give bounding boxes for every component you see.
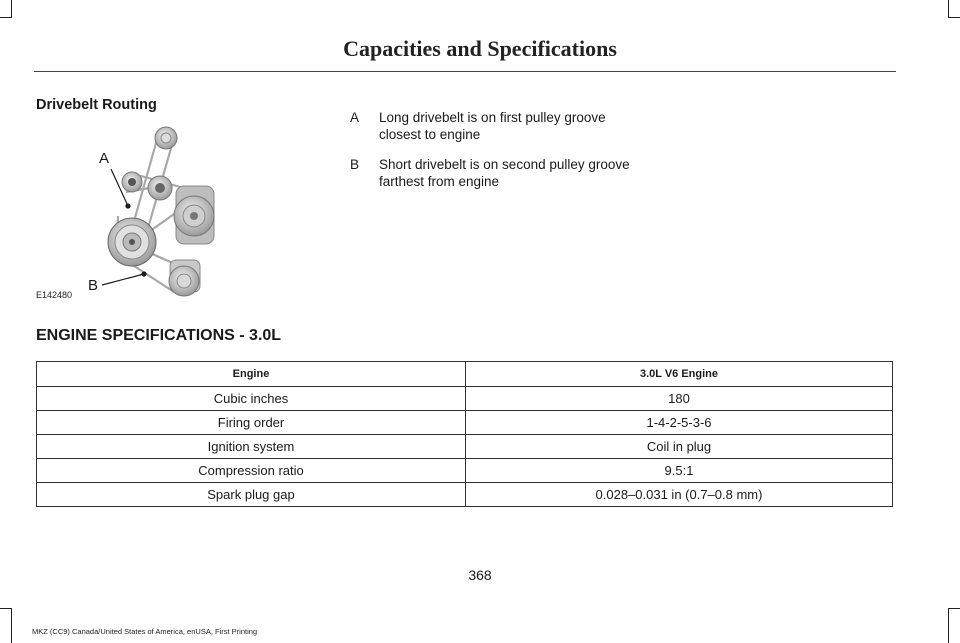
callout-a-label: A bbox=[99, 150, 110, 167]
pulley-small bbox=[148, 176, 172, 200]
callout-b-dot bbox=[141, 271, 146, 276]
spec-value: 9.5:1 bbox=[466, 459, 893, 483]
header-divider bbox=[34, 71, 896, 72]
component-right bbox=[174, 186, 214, 244]
page-number: 368 bbox=[468, 567, 492, 583]
crop-mark bbox=[0, 608, 12, 609]
spec-label: Cubic inches bbox=[37, 387, 466, 411]
column-header: 3.0L V6 Engine bbox=[466, 362, 893, 387]
pulley-bottom bbox=[169, 260, 200, 296]
spec-label: Compression ratio bbox=[37, 459, 466, 483]
crop-mark bbox=[0, 17, 12, 18]
callout-b-leader bbox=[102, 274, 144, 285]
spec-value: Coil in plug bbox=[466, 435, 893, 459]
legend-key: A bbox=[350, 110, 360, 125]
legend-item bbox=[350, 156, 630, 190]
pulley-idler bbox=[122, 172, 142, 192]
crop-mark bbox=[11, 608, 12, 643]
pulley-crankshaft bbox=[108, 218, 156, 266]
figure-id: E142480 bbox=[36, 290, 73, 300]
crop-mark bbox=[11, 0, 12, 17]
drivebelt-heading: Drivebelt Routing bbox=[36, 97, 157, 113]
legend-text: Short drivebelt is on second pulley groove farthest from engine bbox=[379, 157, 630, 189]
crop-mark bbox=[948, 608, 949, 643]
legend-item bbox=[350, 109, 630, 143]
legend-text: Long drivebelt is on first pulley groove closest to engine bbox=[379, 110, 606, 142]
spec-label: Ignition system bbox=[37, 435, 466, 459]
table-row bbox=[37, 387, 893, 411]
crop-mark bbox=[948, 17, 960, 18]
spec-value: 1-4-2-5-3-6 bbox=[466, 411, 893, 435]
crop-mark bbox=[948, 0, 949, 17]
pulley-top bbox=[155, 127, 177, 149]
table-header-row bbox=[37, 362, 893, 387]
drivebelt-legend bbox=[350, 109, 630, 203]
crop-mark bbox=[948, 608, 960, 609]
table-row bbox=[37, 483, 893, 507]
table-row bbox=[37, 435, 893, 459]
legend-key: B bbox=[350, 157, 360, 172]
callout-a-dot bbox=[125, 203, 130, 208]
spec-label: Spark plug gap bbox=[37, 483, 466, 507]
column-header: Engine bbox=[37, 362, 466, 387]
drivebelt-illustration bbox=[36, 124, 216, 302]
callout-b-label: B bbox=[88, 277, 99, 294]
spec-value: 180 bbox=[466, 387, 893, 411]
spec-value: 0.028–0.031 in (0.7–0.8 mm) bbox=[466, 483, 893, 507]
engine-specs-heading: ENGINE SPECIFICATIONS - 3.0L bbox=[36, 327, 282, 344]
engine-specs-table bbox=[36, 361, 893, 507]
drivebelt-diagram bbox=[36, 124, 216, 302]
spec-label: Firing order bbox=[37, 411, 466, 435]
table-row bbox=[37, 411, 893, 435]
table-row bbox=[37, 459, 893, 483]
page-title: Capacities and Specifications bbox=[343, 36, 617, 61]
edition-footer: MKZ (CC9) Canada/United States of America, enUSA, First Printing bbox=[32, 627, 258, 636]
